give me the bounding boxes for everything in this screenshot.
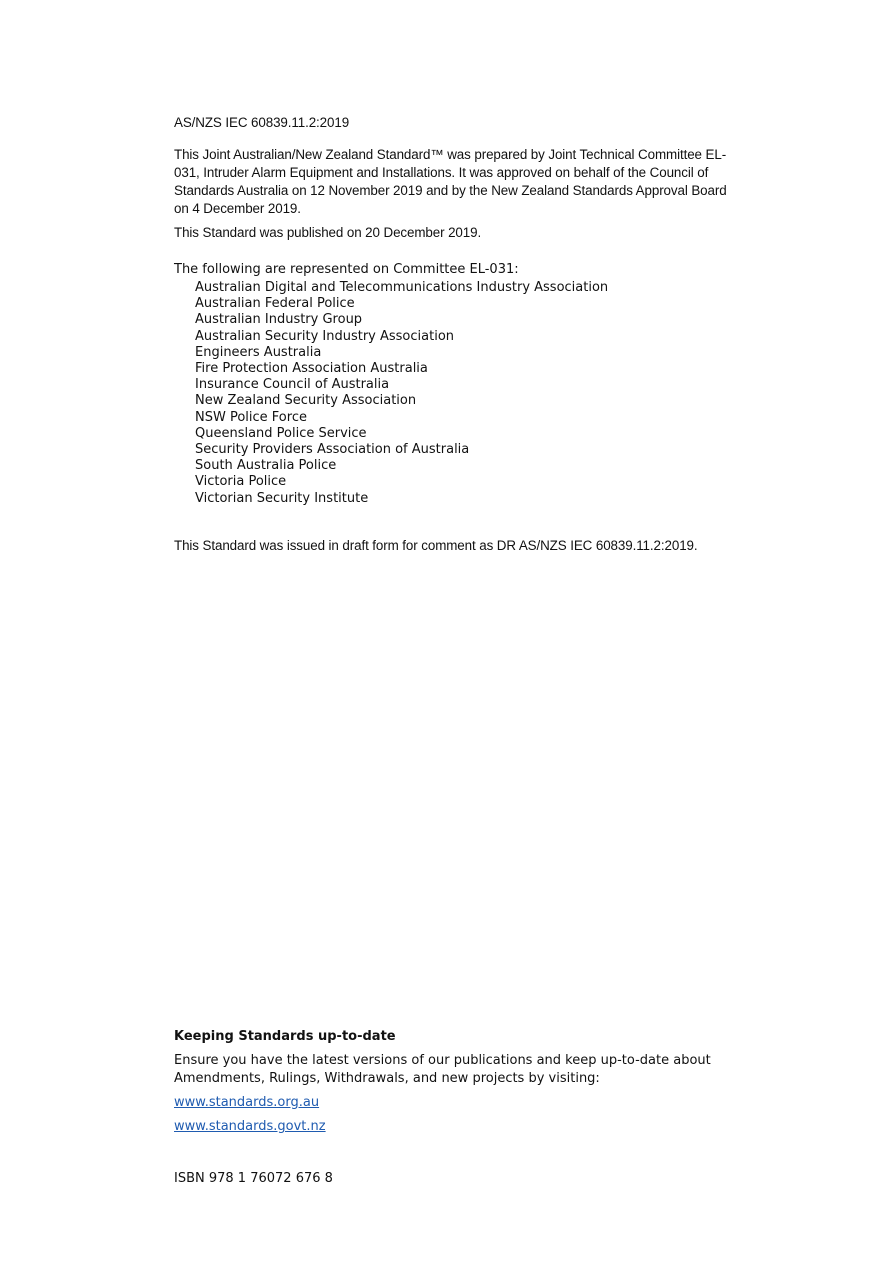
list-item: Engineers Australia xyxy=(195,344,322,360)
list-item: Australian Digital and Telecommunications Industry Association xyxy=(195,280,609,295)
list-item: South Australia Police xyxy=(195,458,337,474)
keeping-up-to-date-text: Ensure you have the latest versions of our publications and keep up-to-date about Amendments, Rulings, Withdrawals, and new projects by visiting: xyxy=(174,1053,711,1086)
standards-nz-link[interactable]: www.standards.govt.nz xyxy=(174,1119,326,1134)
standards-australia-link[interactable]: www.standards.org.au xyxy=(174,1095,320,1110)
list-item: Security Providers Association of Australia xyxy=(195,442,470,458)
list-item: Australian Industry Group xyxy=(195,312,363,328)
list-item: Australian Federal Police xyxy=(195,296,355,312)
list-item: Victorian Security Institute xyxy=(195,490,369,506)
isbn: ISBN 978 1 76072 676 8 xyxy=(174,1171,333,1186)
list-item: Australian Security Industry Association xyxy=(195,328,455,344)
list-item: New Zealand Security Association xyxy=(195,393,417,409)
keeping-up-to-date-heading: Keeping Standards up-to-date xyxy=(174,1029,396,1044)
list-item: Insurance Council of Australia xyxy=(195,377,390,393)
preparation-paragraph: This Joint Australian/New Zealand Standard™ was prepared by Joint Technical Committee EL-031, Intruder Alarm Equipment and Installations. It was approved on behalf of the Council of Standards Australia on 12 November 2019 and by the New Zealand Standards Approval Board on 4 December 2019. xyxy=(174,147,727,216)
list-item: Queensland Police Service xyxy=(195,425,367,441)
draft-note: This Standard was issued in draft form for comment as DR AS/NZS IEC 60839.11.2:2019. xyxy=(174,538,698,553)
committee-intro: The following are represented on Committee EL-031: xyxy=(174,262,519,277)
list-item: Fire Protection Association Australia xyxy=(195,361,428,377)
list-item: NSW Police Force xyxy=(195,409,307,425)
list-item: Victoria Police xyxy=(195,474,287,490)
standard-designation: AS/NZS IEC 60839.11.2:2019 xyxy=(174,115,350,130)
committee-organization-list xyxy=(195,280,608,507)
published-statement: This Standard was published on 20 December 2019. xyxy=(174,225,482,240)
